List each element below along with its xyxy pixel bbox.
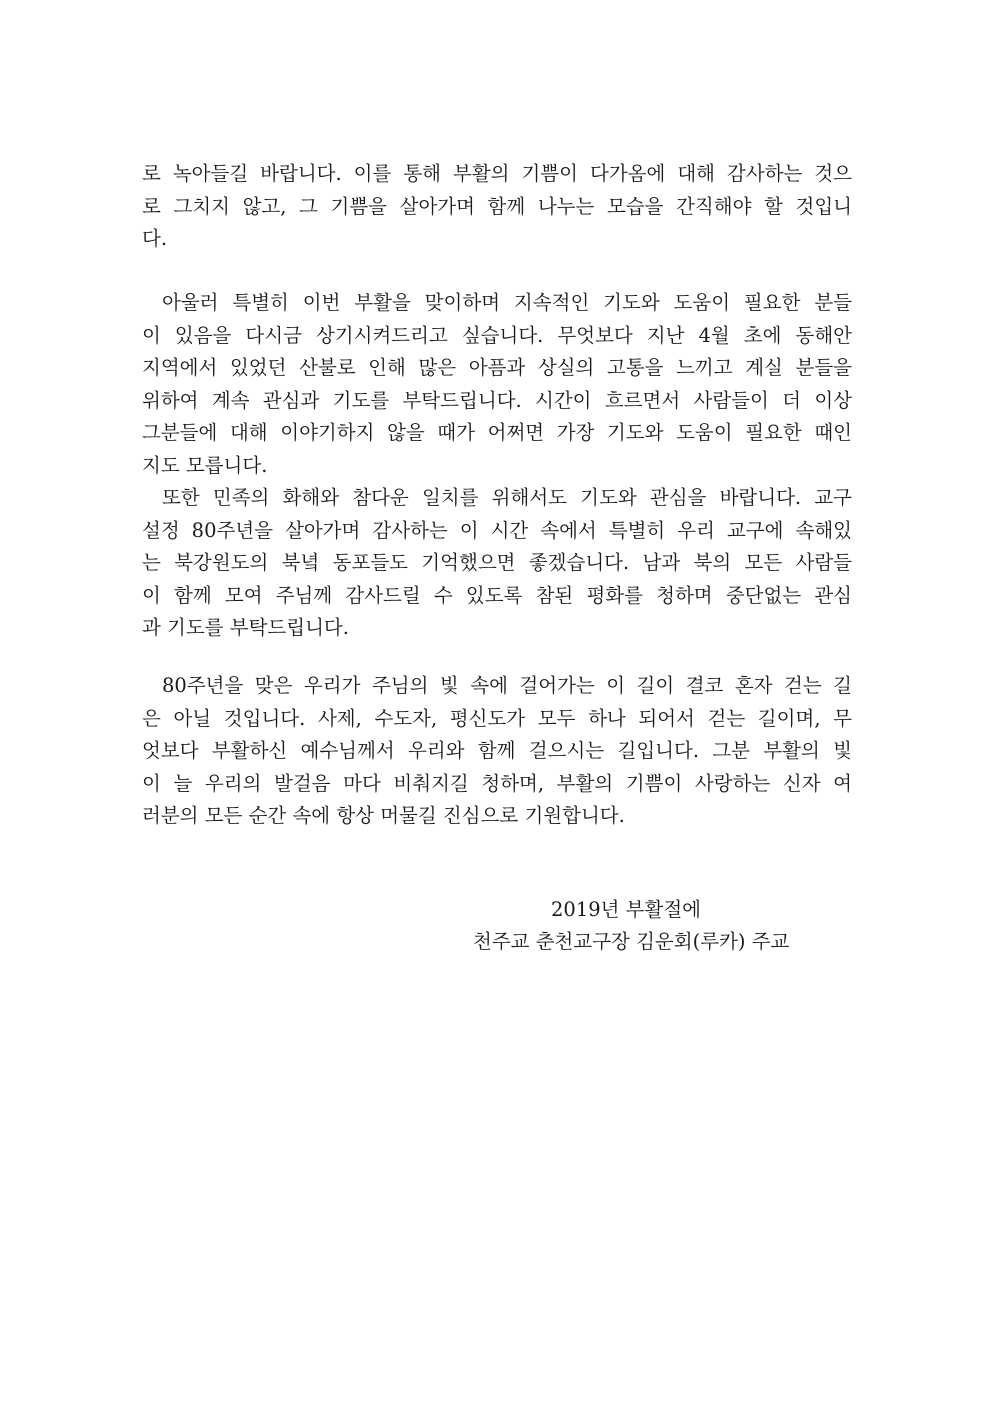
text-line: 엇보다 부활하신 예수님께서 우리와 함께 걸으시는 길입니다. 그분 부활의 빛 [142, 739, 852, 762]
text-line: 위하여 계속 관심과 기도를 부탁드립니다. 시간이 흐르면서 사람들이 더 이상 [142, 388, 852, 412]
text-line: 과 기도를 부탁드립니다. [142, 616, 349, 639]
text-line: 로 그치지 않고, 그 기쁨을 살아가며 함께 나누는 모습을 간직해야 할 것입니 [142, 194, 852, 218]
paragraph-1 [142, 158, 852, 256]
text-line: 는 북강원도의 북녘 동포들도 기억했으면 좋겠습니다. 남과 북의 모든 사람들 [142, 551, 852, 574]
text-line: 러분의 모든 순간 속에 항상 머물길 진심으로 기원합니다. [142, 804, 625, 827]
text-line: 이 늘 우리의 발걸음 마다 비춰지길 청하며, 부활의 기쁨이 사랑하는 신자 여 [142, 771, 852, 795]
text-line: 아울러 특별히 이번 부활을 맞이하며 지속적인 기도와 도움이 필요한 분들 [162, 291, 852, 314]
text-line: 로 녹아들길 바랍니다. 이를 통해 부활의 기쁨이 다가옴에 대해 감사하는 것으 [142, 162, 852, 185]
text-line: 은 아닐 것입니다. 사제, 수도자, 평신도가 모두 하나 되어서 걷는 길이며, 무 [142, 706, 852, 730]
paragraph-3 [142, 482, 852, 645]
text-line: 지도 모릅니다. [142, 453, 268, 477]
closing-signature: 천주교 춘천교구장 김운회(루카) 주교 [473, 930, 790, 953]
paragraph-4 [142, 670, 852, 833]
text-line: 이 함께 모여 주님께 감사드릴 수 있도록 참된 평화를 청하며 중단없는 관심 [142, 583, 852, 607]
text-line: 다. [142, 227, 168, 250]
text-line: 그분들에 대해 이야기하지 않을 때가 어쩌면 가장 기도와 도움이 필요한 때인 [142, 421, 852, 444]
closing-date: 2019년 부활절에 [551, 898, 702, 921]
text-line: 또한 민족의 화해와 참다운 일치를 위해서도 기도와 관심을 바랍니다. 교구 [162, 486, 852, 509]
text-line: 지역에서 있었던 산불로 인해 많은 아픔과 상실의 고통을 느끼고 계실 분들을 [142, 356, 852, 379]
paragraph-2 [142, 287, 852, 482]
text-line: 설정 80주년을 살아가며 감사하는 이 시간 속에서 특별히 우리 교구에 속해있 [142, 518, 852, 542]
text-line: 80주년을 맞은 우리가 주님의 빛 속에 걸어가는 이 길이 결코 혼자 걷는 길 [162, 674, 852, 697]
text-line: 이 있음을 다시금 상기시켜드리고 싶습니다. 무엇보다 지난 4월 초에 동해안 [142, 323, 852, 347]
